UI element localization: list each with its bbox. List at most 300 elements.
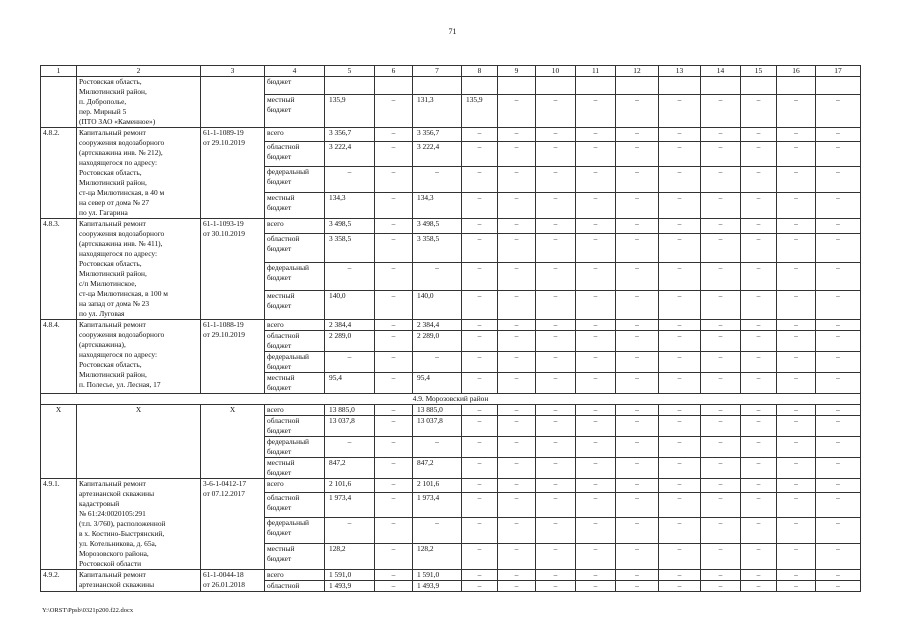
- value-cell: –: [701, 94, 741, 127]
- value-cell: –: [462, 141, 498, 167]
- budget-source-line: областной: [267, 234, 300, 243]
- budget-source: [265, 581, 325, 592]
- column-number: 7: [413, 66, 462, 77]
- budget-source: [265, 262, 325, 291]
- value-cell: –: [659, 219, 701, 234]
- value-cell: –: [616, 167, 659, 193]
- value-cell: –: [777, 479, 816, 493]
- value-cell: –: [375, 458, 413, 479]
- value-cell: 95,4: [413, 373, 462, 394]
- column-number: 17: [816, 66, 861, 77]
- value-cell: –: [536, 193, 576, 219]
- budget-source-line: бюджет: [267, 177, 292, 187]
- item-description-line: Ростовская область,: [79, 77, 142, 86]
- value-cell: –: [616, 416, 659, 437]
- item-document: [201, 479, 265, 570]
- value-cell: –: [576, 570, 616, 581]
- value-cell: –: [375, 479, 413, 493]
- value-cell: 3 222,4: [325, 141, 375, 167]
- value-cell: –: [659, 352, 701, 373]
- value-cell: –: [741, 219, 777, 234]
- budget-source-line: бюджет: [267, 301, 292, 311]
- value-cell: –: [777, 416, 816, 437]
- value-cell: –: [816, 167, 861, 193]
- value-cell: –: [659, 437, 701, 458]
- budget-source-line: местный: [267, 458, 295, 467]
- value-cell: –: [816, 234, 861, 263]
- value-cell: 3 358,5: [325, 234, 375, 263]
- value-cell: –: [576, 518, 616, 544]
- value-cell: –: [816, 405, 861, 416]
- item-document-line: от 26.01.2018: [203, 580, 245, 589]
- value-cell: –: [701, 320, 741, 331]
- value-cell: –: [576, 141, 616, 167]
- value-cell: 3 356,7: [413, 128, 462, 142]
- item-description-line: (артскважина),: [79, 340, 126, 349]
- value-cell: –: [576, 262, 616, 291]
- value-cell: [616, 77, 659, 95]
- item-description-line: Ростовская область,: [79, 259, 142, 268]
- value-cell: –: [498, 262, 536, 291]
- value-cell: –: [616, 518, 659, 544]
- value-cell: –: [576, 373, 616, 394]
- value-cell: –: [777, 219, 816, 234]
- value-cell: –: [741, 167, 777, 193]
- value-cell: [462, 77, 498, 95]
- budget-source-line: местный: [267, 544, 295, 554]
- value-cell: 134,3: [413, 193, 462, 219]
- value-cell: –: [777, 331, 816, 352]
- value-cell: –: [777, 458, 816, 479]
- value-cell: –: [701, 544, 741, 570]
- value-cell: –: [462, 437, 498, 458]
- budget-source: [265, 77, 325, 95]
- budget-source-line: бюджет: [267, 447, 292, 456]
- budget-source: [265, 437, 325, 458]
- value-cell: –: [741, 291, 777, 320]
- column-number: 16: [777, 66, 816, 77]
- value-cell: –: [462, 405, 498, 416]
- value-cell: –: [576, 581, 616, 592]
- value-cell: –: [325, 167, 375, 193]
- column-number: 1: [41, 66, 77, 77]
- value-cell: –: [536, 518, 576, 544]
- value-cell: –: [816, 581, 861, 592]
- item-number: [41, 570, 77, 592]
- value-cell: –: [616, 94, 659, 127]
- value-cell: –: [616, 373, 659, 394]
- value-cell: –: [701, 570, 741, 581]
- budget-source-line: федеральный: [267, 518, 309, 528]
- item-number: [41, 128, 77, 219]
- value-cell: 1 493,9: [325, 581, 375, 592]
- value-cell: –: [701, 405, 741, 416]
- value-cell: [816, 77, 861, 95]
- item-document-line: 3-6-1-0412-17: [203, 479, 247, 488]
- value-cell: –: [375, 492, 413, 518]
- value-cell: –: [816, 352, 861, 373]
- value-cell: –: [741, 581, 777, 592]
- item-description-line: Капитальный ремонт: [79, 219, 146, 228]
- value-cell: –: [777, 167, 816, 193]
- item-description-line: по ул. Луговая: [79, 309, 125, 318]
- value-cell: –: [498, 492, 536, 518]
- item-description-line: на запад от дома № 23: [79, 299, 150, 308]
- column-number: 9: [498, 66, 536, 77]
- value-cell: [777, 77, 816, 95]
- item-document-line: от 29.10.2019: [203, 330, 245, 339]
- value-cell: –: [777, 141, 816, 167]
- budget-source-line: федеральный: [267, 167, 309, 177]
- value-cell: –: [462, 518, 498, 544]
- budget-source-line: федеральный: [267, 262, 309, 272]
- value-cell: –: [462, 373, 498, 394]
- item-description-line: по ул. Гагарина: [79, 208, 128, 217]
- budget-source-line: местный: [267, 373, 295, 382]
- value-cell: –: [462, 234, 498, 263]
- item-description-line: артезианской скважины: [79, 489, 155, 498]
- value-cell: –: [777, 518, 816, 544]
- value-cell: –: [536, 492, 576, 518]
- item-description-line: Капитальный ремонт: [79, 320, 146, 329]
- item-document-line: от 29.10.2019: [203, 138, 245, 147]
- value-cell: –: [701, 416, 741, 437]
- value-cell: –: [462, 479, 498, 493]
- value-cell: –: [659, 193, 701, 219]
- budget-source-line: бюджет: [267, 244, 292, 253]
- value-cell: –: [616, 219, 659, 234]
- value-cell: –: [498, 291, 536, 320]
- item-description-line: на север от дома № 27: [79, 198, 150, 207]
- budget-source-line: местный: [267, 94, 295, 104]
- value-cell: –: [576, 479, 616, 493]
- column-number: 2: [77, 66, 201, 77]
- value-cell: 134,3: [325, 193, 375, 219]
- budget-table: [40, 65, 861, 592]
- value-cell: –: [777, 570, 816, 581]
- item-number-line: 4.9.1.: [43, 479, 60, 488]
- value-cell: –: [616, 331, 659, 352]
- value-cell: –: [659, 291, 701, 320]
- budget-source-line: бюджет: [267, 151, 292, 161]
- value-cell: [498, 77, 536, 95]
- value-cell: –: [659, 458, 701, 479]
- item-description-line: п. Доброполье,: [79, 97, 127, 106]
- value-cell: –: [375, 94, 413, 127]
- value-cell: –: [616, 544, 659, 570]
- value-cell: –: [701, 373, 741, 394]
- value-cell: –: [576, 492, 616, 518]
- item-description-line: Ростовской области: [79, 559, 142, 568]
- value-cell: –: [462, 167, 498, 193]
- value-cell: –: [816, 437, 861, 458]
- value-cell: –: [536, 570, 576, 581]
- value-cell: –: [498, 352, 536, 373]
- value-cell: 1 973,4: [413, 492, 462, 518]
- table-row: [41, 570, 861, 581]
- budget-source-line: всего: [267, 405, 284, 414]
- value-cell: –: [498, 373, 536, 394]
- column-number: 13: [659, 66, 701, 77]
- value-cell: –: [701, 141, 741, 167]
- value-cell: –: [816, 416, 861, 437]
- value-cell: –: [701, 581, 741, 592]
- budget-source: [265, 320, 325, 331]
- value-cell: –: [498, 193, 536, 219]
- value-cell: –: [741, 437, 777, 458]
- budget-source: [265, 94, 325, 127]
- value-cell: 1 973,4: [325, 492, 375, 518]
- value-cell: [659, 77, 701, 95]
- value-cell: –: [701, 492, 741, 518]
- item-number-line: 4.9.2.: [43, 570, 60, 579]
- value-cell: 2 289,0: [325, 331, 375, 352]
- value-cell: –: [498, 234, 536, 263]
- value-cell: 128,2: [325, 544, 375, 570]
- value-cell: –: [413, 167, 462, 193]
- value-cell: –: [375, 320, 413, 331]
- value-cell: –: [816, 320, 861, 331]
- budget-source: [265, 479, 325, 493]
- value-cell: 2 384,4: [325, 320, 375, 331]
- value-cell: –: [816, 128, 861, 142]
- value-cell: –: [659, 128, 701, 142]
- value-cell: –: [375, 405, 413, 416]
- value-cell: 847,2: [413, 458, 462, 479]
- value-cell: 13 037,8: [413, 416, 462, 437]
- value-cell: –: [462, 352, 498, 373]
- item-description-line: № 61:24:0020105:291: [79, 509, 146, 518]
- value-cell: 3 498,5: [413, 219, 462, 234]
- value-cell: 135,9: [462, 94, 498, 127]
- value-cell: 2 101,6: [413, 479, 462, 493]
- value-cell: 128,2: [413, 544, 462, 570]
- value-cell: –: [659, 167, 701, 193]
- value-cell: –: [741, 479, 777, 493]
- value-cell: –: [616, 492, 659, 518]
- value-cell: –: [375, 219, 413, 234]
- value-cell: –: [816, 570, 861, 581]
- value-cell: –: [536, 291, 576, 320]
- budget-source: [265, 128, 325, 142]
- budget-source-line: бюджет: [267, 341, 292, 350]
- item-number-line: 4.8.2.: [43, 128, 60, 137]
- value-cell: –: [536, 234, 576, 263]
- value-cell: [413, 77, 462, 95]
- value-cell: –: [462, 492, 498, 518]
- value-cell: [741, 77, 777, 95]
- value-cell: 13 885,0: [325, 405, 375, 416]
- value-cell: –: [741, 141, 777, 167]
- value-cell: –: [462, 416, 498, 437]
- value-cell: –: [498, 581, 536, 592]
- item-description-line: Милютинский район,: [79, 370, 147, 379]
- value-cell: –: [777, 262, 816, 291]
- budget-source-line: всего: [267, 479, 284, 488]
- value-cell: 1 591,0: [325, 570, 375, 581]
- item-document: [201, 320, 265, 394]
- value-cell: –: [741, 234, 777, 263]
- value-cell: –: [816, 331, 861, 352]
- budget-source-line: бюджет: [267, 77, 292, 86]
- budget-source-line: местный: [267, 291, 295, 301]
- item-description-line: в х. Костино-Быстрянский,: [79, 529, 165, 538]
- value-cell: –: [777, 128, 816, 142]
- value-cell: –: [741, 458, 777, 479]
- value-cell: –: [375, 331, 413, 352]
- value-cell: –: [816, 479, 861, 493]
- value-cell: –: [498, 94, 536, 127]
- value-cell: –: [741, 544, 777, 570]
- value-cell: –: [701, 437, 741, 458]
- budget-source-line: бюджет: [267, 272, 292, 282]
- value-cell: –: [536, 128, 576, 142]
- value-cell: –: [462, 128, 498, 142]
- value-cell: –: [498, 320, 536, 331]
- value-cell: –: [462, 570, 498, 581]
- value-cell: –: [616, 570, 659, 581]
- column-number: 4: [265, 66, 325, 77]
- value-cell: –: [498, 405, 536, 416]
- value-cell: –: [616, 437, 659, 458]
- value-cell: 1 493,9: [413, 581, 462, 592]
- value-cell: –: [375, 262, 413, 291]
- value-cell: [536, 77, 576, 95]
- value-cell: –: [375, 437, 413, 458]
- value-cell: –: [659, 405, 701, 416]
- value-cell: –: [741, 262, 777, 291]
- value-cell: –: [576, 128, 616, 142]
- value-cell: –: [777, 94, 816, 127]
- item-document-line: 61-1-0044-18: [203, 570, 244, 579]
- value-cell: –: [816, 262, 861, 291]
- item-document-line: от 07.12.2017: [203, 489, 245, 498]
- value-cell: –: [325, 262, 375, 291]
- value-cell: –: [536, 352, 576, 373]
- value-cell: 2 384,4: [413, 320, 462, 331]
- table-row: [41, 405, 861, 416]
- value-cell: –: [375, 291, 413, 320]
- item-description: [77, 320, 201, 394]
- value-cell: 3 498,5: [325, 219, 375, 234]
- value-cell: 135,9: [325, 94, 375, 127]
- value-cell: 95,4: [325, 373, 375, 394]
- budget-source: [265, 141, 325, 167]
- value-cell: –: [616, 581, 659, 592]
- value-cell: –: [498, 219, 536, 234]
- item-description: [77, 219, 201, 320]
- budget-source-line: местный: [267, 193, 295, 203]
- value-cell: –: [816, 193, 861, 219]
- column-number: 8: [462, 66, 498, 77]
- column-number: 14: [701, 66, 741, 77]
- value-cell: –: [659, 518, 701, 544]
- value-cell: –: [777, 492, 816, 518]
- value-cell: 140,0: [413, 291, 462, 320]
- footer-file-path: Y:\ORST\Ppsb\0321p200.f22.docx: [42, 607, 134, 614]
- value-cell: –: [375, 373, 413, 394]
- value-cell: –: [462, 581, 498, 592]
- value-cell: –: [659, 544, 701, 570]
- value-cell: –: [536, 544, 576, 570]
- value-cell: –: [462, 458, 498, 479]
- item-description-line: Милютинский район,: [79, 178, 147, 187]
- value-cell: –: [701, 518, 741, 544]
- value-cell: –: [375, 141, 413, 167]
- value-cell: –: [616, 234, 659, 263]
- value-cell: –: [413, 518, 462, 544]
- value-cell: –: [659, 373, 701, 394]
- value-cell: –: [462, 219, 498, 234]
- value-cell: –: [536, 416, 576, 437]
- item-description-line: находящегося по адресу:: [79, 158, 158, 167]
- value-cell: –: [816, 518, 861, 544]
- item-number: [41, 219, 77, 320]
- value-cell: –: [659, 331, 701, 352]
- value-cell: –: [701, 331, 741, 352]
- value-cell: –: [659, 416, 701, 437]
- value-cell: –: [741, 492, 777, 518]
- value-cell: –: [375, 234, 413, 263]
- value-cell: –: [498, 128, 536, 142]
- value-cell: –: [777, 193, 816, 219]
- value-cell: –: [701, 352, 741, 373]
- value-cell: –: [375, 128, 413, 142]
- value-cell: –: [816, 492, 861, 518]
- value-cell: –: [576, 352, 616, 373]
- value-cell: –: [816, 458, 861, 479]
- item-description-line: Милютинский район,: [79, 87, 147, 96]
- item-description-line: находящегося по адресу:: [79, 249, 158, 258]
- value-cell: 1 591,0: [413, 570, 462, 581]
- value-cell: [701, 77, 741, 95]
- value-cell: –: [701, 291, 741, 320]
- value-cell: –: [741, 352, 777, 373]
- value-cell: –: [375, 193, 413, 219]
- item-number: [41, 320, 77, 394]
- budget-source-line: бюджет: [267, 528, 292, 538]
- value-cell: –: [777, 544, 816, 570]
- value-cell: –: [576, 234, 616, 263]
- item-description-line: сооружения водозаборного: [79, 229, 165, 238]
- value-cell: –: [536, 373, 576, 394]
- item-document-line: X: [229, 405, 236, 414]
- value-cell: –: [616, 352, 659, 373]
- value-cell: –: [816, 219, 861, 234]
- value-cell: –: [777, 581, 816, 592]
- value-cell: –: [536, 581, 576, 592]
- value-cell: –: [616, 320, 659, 331]
- value-cell: –: [576, 437, 616, 458]
- value-cell: –: [375, 416, 413, 437]
- budget-source-line: областной: [267, 141, 300, 151]
- item-description-line: находящегося по адресу:: [79, 350, 158, 359]
- value-cell: –: [498, 416, 536, 437]
- budget-source-line: областной: [267, 581, 300, 590]
- section-title: 4.9. Морозовский район: [41, 394, 861, 405]
- item-description-line: Морозовского района,: [79, 549, 149, 558]
- value-cell: –: [536, 167, 576, 193]
- value-cell: –: [701, 234, 741, 263]
- budget-source-line: бюджет: [267, 203, 292, 213]
- value-cell: –: [701, 167, 741, 193]
- value-cell: –: [616, 291, 659, 320]
- item-description-line: X: [135, 405, 142, 414]
- value-cell: –: [498, 544, 536, 570]
- value-cell: –: [498, 458, 536, 479]
- value-cell: [325, 77, 375, 95]
- section-row: [41, 394, 861, 405]
